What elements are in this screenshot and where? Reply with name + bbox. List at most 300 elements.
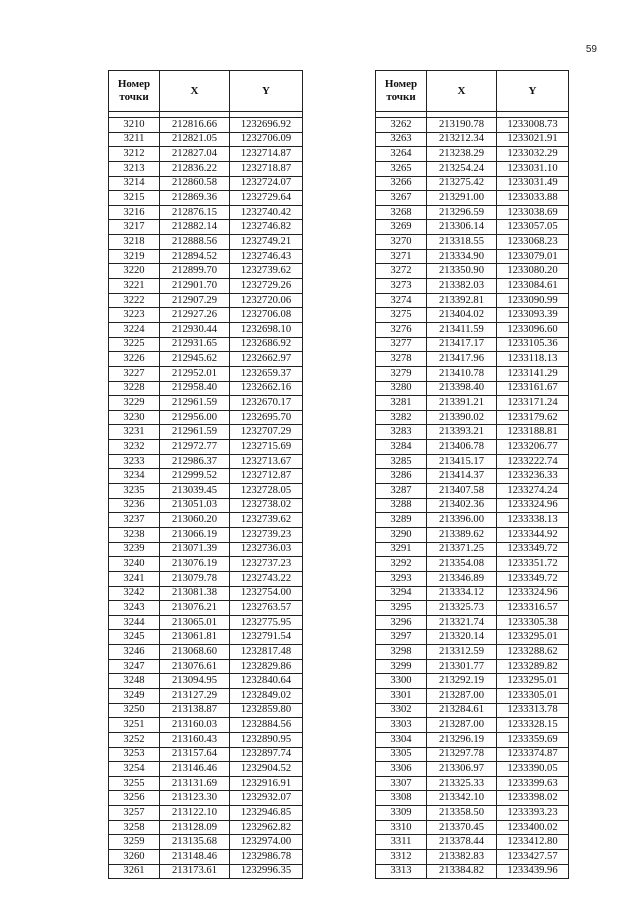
x-coordinate-cell: 213389.62: [427, 527, 497, 542]
point-header-line-2: точки: [386, 91, 416, 103]
point-number-cell: 3267: [376, 191, 427, 206]
point-number-cell: 3222: [109, 293, 160, 308]
table-row: [109, 147, 303, 162]
point-number-cell: 3287: [376, 484, 427, 499]
table-row: [109, 264, 303, 279]
y-coordinate-cell: 1232739.62: [230, 513, 303, 528]
table-row: [376, 630, 569, 645]
point-number-cell: 3219: [109, 249, 160, 264]
table-row: [376, 586, 569, 601]
y-coordinate-cell: 1233084.61: [497, 279, 569, 294]
table-row: [109, 776, 303, 791]
point-number-cell: 3282: [376, 410, 427, 425]
point-number-cell: 3289: [376, 513, 427, 528]
y-coordinate-cell: 1233349.72: [497, 542, 569, 557]
point-number-cell: 3248: [109, 674, 160, 689]
y-coordinate-cell: 1233179.62: [497, 410, 569, 425]
table-row: [109, 366, 303, 381]
x-coordinate-cell: 213190.78: [427, 118, 497, 133]
y-coordinate-cell: 1233295.01: [497, 630, 569, 645]
x-coordinate-cell: 213148.46: [160, 850, 230, 865]
table-row: [109, 322, 303, 337]
x-coordinate-cell: 213160.43: [160, 732, 230, 747]
point-number-cell: 3238: [109, 527, 160, 542]
point-number-cell: 3230: [109, 410, 160, 425]
x-coordinate-cell: 213173.61: [160, 864, 230, 879]
x-coordinate-cell: 213051.03: [160, 498, 230, 513]
x-coordinate-cell: 213392.81: [427, 293, 497, 308]
page-number: 59: [585, 44, 597, 55]
table-row: [376, 527, 569, 542]
point-number-cell: 3254: [109, 762, 160, 777]
x-coordinate-cell: 213334.90: [427, 249, 497, 264]
y-coordinate-cell: 1233096.60: [497, 322, 569, 337]
x-coordinate-cell: 213060.20: [160, 513, 230, 528]
point-number-cell: 3280: [376, 381, 427, 396]
x-coordinate-cell: 213306.14: [427, 220, 497, 235]
x-coordinate-cell: 213122.10: [160, 806, 230, 821]
point-number-cell: 3226: [109, 352, 160, 367]
x-coordinate-cell: 212899.70: [160, 264, 230, 279]
point-number-cell: 3218: [109, 235, 160, 250]
point-number-cell: 3223: [109, 308, 160, 323]
y-coordinate-cell: 1233393.23: [497, 806, 569, 821]
table-row: [376, 381, 569, 396]
table-row: [109, 557, 303, 572]
y-coordinate-cell: 1232829.86: [230, 659, 303, 674]
table-row: [109, 279, 303, 294]
table-row: [109, 747, 303, 762]
y-coordinate-cell: 1233305.01: [497, 688, 569, 703]
point-number-cell: 3286: [376, 469, 427, 484]
table-row: [376, 454, 569, 469]
x-coordinate-cell: 212930.44: [160, 322, 230, 337]
x-coordinate-cell: 213081.38: [160, 586, 230, 601]
y-coordinate-cell: 1232749.21: [230, 235, 303, 250]
point-number-header: [109, 71, 160, 112]
table-row: [376, 674, 569, 689]
point-number-cell: 3277: [376, 337, 427, 352]
point-number-cell: 3307: [376, 776, 427, 791]
y-coordinate-cell: 1232962.82: [230, 820, 303, 835]
point-number-cell: 3310: [376, 820, 427, 835]
table-row: [109, 674, 303, 689]
x-coordinate-cell: 213238.29: [427, 147, 497, 162]
table-row: [376, 688, 569, 703]
x-coordinate-cell: 213320.14: [427, 630, 497, 645]
y-coordinate-cell: 1232737.23: [230, 557, 303, 572]
point-number-cell: 3290: [376, 527, 427, 542]
x-coordinate-cell: 213039.45: [160, 484, 230, 499]
point-number-cell: 3228: [109, 381, 160, 396]
point-number-cell: 3271: [376, 249, 427, 264]
table-row: [109, 337, 303, 352]
point-number-cell: 3297: [376, 630, 427, 645]
table-row: [109, 864, 303, 879]
x-coordinate-cell: 213378.44: [427, 835, 497, 850]
table-row: [109, 703, 303, 718]
point-number-cell: 3281: [376, 396, 427, 411]
x-coordinate-cell: 212958.40: [160, 381, 230, 396]
point-number-cell: 3236: [109, 498, 160, 513]
x-coordinate-cell: 213382.83: [427, 850, 497, 865]
y-coordinate-cell: 1232859.80: [230, 703, 303, 718]
table-row: [376, 279, 569, 294]
point-number-cell: 3224: [109, 322, 160, 337]
y-coordinate-cell: 1232662.97: [230, 352, 303, 367]
point-number-cell: 3255: [109, 776, 160, 791]
y-coordinate-cell: 1233038.69: [497, 205, 569, 220]
x-coordinate-cell: 213066.19: [160, 527, 230, 542]
table-row: [109, 762, 303, 777]
table-row: [376, 249, 569, 264]
y-coordinate-cell: 1233412.80: [497, 835, 569, 850]
table-row: [376, 176, 569, 191]
x-coordinate-cell: 213127.29: [160, 688, 230, 703]
x-coordinate-cell: 213076.61: [160, 659, 230, 674]
y-coordinate-cell: 1232739.23: [230, 527, 303, 542]
y-coordinate-cell: 1233288.62: [497, 645, 569, 660]
point-number-cell: 3301: [376, 688, 427, 703]
y-coordinate-cell: 1232706.09: [230, 132, 303, 147]
point-number-cell: 3244: [109, 615, 160, 630]
table-row: [109, 220, 303, 235]
point-number-cell: 3262: [376, 118, 427, 133]
table-row: [109, 205, 303, 220]
y-coordinate-cell: 1233068.23: [497, 235, 569, 250]
table-row: [376, 484, 569, 499]
y-coordinate-cell: 1233324.96: [497, 498, 569, 513]
table-row: [109, 484, 303, 499]
x-coordinate-cell: 213135.68: [160, 835, 230, 850]
x-coordinate-cell: 213415.17: [427, 454, 497, 469]
table-row: [376, 571, 569, 586]
point-number-cell: 3235: [109, 484, 160, 499]
y-coordinate-cell: 1232713.67: [230, 454, 303, 469]
table-row: [376, 469, 569, 484]
table-row: [376, 820, 569, 835]
table-row: [376, 337, 569, 352]
point-number-cell: 3292: [376, 557, 427, 572]
point-number-cell: 3288: [376, 498, 427, 513]
table-row: [376, 308, 569, 323]
table-row: [376, 132, 569, 147]
y-coordinate-cell: 1232670.17: [230, 396, 303, 411]
y-coordinate-cell: 1233031.49: [497, 176, 569, 191]
point-number-cell: 3302: [376, 703, 427, 718]
table-row: [376, 601, 569, 616]
table-row: [109, 645, 303, 660]
x-coordinate-cell: 213291.00: [427, 191, 497, 206]
y-coordinate-cell: 1232659.37: [230, 366, 303, 381]
y-coordinate-cell: 1232715.69: [230, 440, 303, 455]
table-row: [109, 191, 303, 206]
x-coordinate-cell: 212821.05: [160, 132, 230, 147]
table-row: [109, 835, 303, 850]
table-row: [376, 732, 569, 747]
x-coordinate-cell: 213068.60: [160, 645, 230, 660]
y-coordinate-cell: 1232738.02: [230, 498, 303, 513]
y-coordinate-cell: 1232686.92: [230, 337, 303, 352]
y-coordinate-cell: 1232974.00: [230, 835, 303, 850]
y-coordinate-cell: 1233274.24: [497, 484, 569, 499]
x-coordinate-cell: 213306.97: [427, 762, 497, 777]
table-row: [376, 293, 569, 308]
table-row: [109, 440, 303, 455]
point-number-cell: 3279: [376, 366, 427, 381]
y-coordinate-cell: 1233031.10: [497, 161, 569, 176]
table-row: [109, 498, 303, 513]
table-row: [109, 249, 303, 264]
x-coordinate-cell: 213404.02: [427, 308, 497, 323]
y-coordinate-cell: 1232728.05: [230, 484, 303, 499]
x-coordinate-cell: 213287.00: [427, 718, 497, 733]
y-coordinate-cell: 1233399.63: [497, 776, 569, 791]
x-coordinate-cell: 213071.39: [160, 542, 230, 557]
x-coordinate-cell: 213358.50: [427, 806, 497, 821]
table-row: [109, 454, 303, 469]
x-coordinate-cell: 213312.59: [427, 645, 497, 660]
table-row: [109, 542, 303, 557]
table-row: [109, 527, 303, 542]
point-number-cell: 3257: [109, 806, 160, 821]
x-coordinate-cell: 213061.81: [160, 630, 230, 645]
x-coordinate-cell: 213391.21: [427, 396, 497, 411]
point-number-cell: 3295: [376, 601, 427, 616]
x-coordinate-cell: 213254.24: [427, 161, 497, 176]
y-coordinate-cell: 1233032.29: [497, 147, 569, 162]
coordinates-table-right-body: [376, 118, 569, 879]
y-coordinate-cell: 1232696.92: [230, 118, 303, 133]
x-coordinate-cell: 213123.30: [160, 791, 230, 806]
y-coordinate-cell: 1232707.29: [230, 425, 303, 440]
point-number-cell: 3305: [376, 747, 427, 762]
y-coordinate-cell: 1232743.22: [230, 571, 303, 586]
y-coordinate-cell: 1233289.82: [497, 659, 569, 674]
x-header: X: [160, 71, 230, 112]
x-coordinate-cell: 213350.90: [427, 264, 497, 279]
x-coordinate-cell: 213212.34: [427, 132, 497, 147]
x-coordinate-cell: 213296.59: [427, 205, 497, 220]
y-coordinate-cell: 1232662.16: [230, 381, 303, 396]
point-number-cell: 3259: [109, 835, 160, 850]
point-number-cell: 3256: [109, 791, 160, 806]
y-coordinate-cell: 1232739.62: [230, 264, 303, 279]
x-coordinate-cell: 212888.56: [160, 235, 230, 250]
point-number-cell: 3299: [376, 659, 427, 674]
y-coordinate-cell: 1233390.05: [497, 762, 569, 777]
table-row: [109, 806, 303, 821]
y-coordinate-cell: 1232754.00: [230, 586, 303, 601]
table-row: [109, 293, 303, 308]
x-coordinate-cell: 213411.59: [427, 322, 497, 337]
x-coordinate-cell: 212952.01: [160, 366, 230, 381]
y-coordinate-cell: 1233236.33: [497, 469, 569, 484]
x-coordinate-cell: 212945.62: [160, 352, 230, 367]
point-number-cell: 3243: [109, 601, 160, 616]
point-number-cell: 3216: [109, 205, 160, 220]
point-number-cell: 3246: [109, 645, 160, 660]
y-coordinate-cell: 1232817.48: [230, 645, 303, 660]
y-coordinate-cell: 1233079.01: [497, 249, 569, 264]
point-number-cell: 3221: [109, 279, 160, 294]
x-coordinate-cell: 212876.15: [160, 205, 230, 220]
table-row: [109, 586, 303, 601]
y-coordinate-cell: 1232791.54: [230, 630, 303, 645]
y-coordinate-cell: 1233313.78: [497, 703, 569, 718]
y-coordinate-cell: 1232904.52: [230, 762, 303, 777]
point-number-cell: 3215: [109, 191, 160, 206]
table-row: [109, 132, 303, 147]
y-coordinate-cell: 1233349.72: [497, 571, 569, 586]
point-header-line-1: Номер: [117, 78, 151, 90]
y-coordinate-cell: 1232996.35: [230, 864, 303, 879]
table-row: [376, 615, 569, 630]
point-number-cell: 3273: [376, 279, 427, 294]
x-coordinate-cell: 213410.78: [427, 366, 497, 381]
point-number-cell: 3250: [109, 703, 160, 718]
table-row: [109, 820, 303, 835]
point-number-cell: 3231: [109, 425, 160, 440]
x-coordinate-cell: 213393.21: [427, 425, 497, 440]
x-coordinate-cell: 213076.21: [160, 601, 230, 616]
point-number-cell: 3211: [109, 132, 160, 147]
table-row: [109, 176, 303, 191]
x-coordinate-cell: 213138.87: [160, 703, 230, 718]
x-coordinate-cell: 213414.37: [427, 469, 497, 484]
point-number-cell: 3258: [109, 820, 160, 835]
y-coordinate-cell: 1233351.72: [497, 557, 569, 572]
point-number-cell: 3213: [109, 161, 160, 176]
x-coordinate-cell: 213146.46: [160, 762, 230, 777]
y-coordinate-cell: 1232736.03: [230, 542, 303, 557]
x-coordinate-cell: 213370.45: [427, 820, 497, 835]
x-coordinate-cell: 213346.89: [427, 571, 497, 586]
y-coordinate-cell: 1233206.77: [497, 440, 569, 455]
y-coordinate-cell: 1233080.20: [497, 264, 569, 279]
point-number-cell: 3242: [109, 586, 160, 601]
coordinates-table-left-body: [109, 118, 303, 879]
table-row: [109, 425, 303, 440]
table-row: [109, 688, 303, 703]
table-row: [109, 791, 303, 806]
y-coordinate-cell: 1232897.74: [230, 747, 303, 762]
table-row: [109, 410, 303, 425]
point-number-cell: 3311: [376, 835, 427, 850]
table-row: [109, 118, 303, 133]
x-coordinate-cell: 212907.29: [160, 293, 230, 308]
table-row: [109, 352, 303, 367]
x-coordinate-cell: 213396.00: [427, 513, 497, 528]
y-coordinate-cell: 1232712.87: [230, 469, 303, 484]
point-number-cell: 3266: [376, 176, 427, 191]
y-coordinate-cell: 1233118.13: [497, 352, 569, 367]
x-coordinate-cell: 213160.03: [160, 718, 230, 733]
point-number-cell: 3237: [109, 513, 160, 528]
y-coordinate-cell: 1232986.78: [230, 850, 303, 865]
point-number-cell: 3252: [109, 732, 160, 747]
point-number-cell: 3249: [109, 688, 160, 703]
point-number-cell: 3270: [376, 235, 427, 250]
point-number-cell: 3261: [109, 864, 160, 879]
y-header: Y: [230, 71, 303, 112]
table-header-row: [109, 71, 303, 112]
table-row: [376, 220, 569, 235]
point-number-cell: 3225: [109, 337, 160, 352]
x-coordinate-cell: 212882.14: [160, 220, 230, 235]
table-row: [376, 498, 569, 513]
point-number-cell: 3291: [376, 542, 427, 557]
x-coordinate-cell: 213094.95: [160, 674, 230, 689]
table-row: [109, 469, 303, 484]
x-coordinate-cell: 213076.19: [160, 557, 230, 572]
x-coordinate-cell: 212816.66: [160, 118, 230, 133]
point-number-cell: 3283: [376, 425, 427, 440]
table-row: [376, 322, 569, 337]
point-number-cell: 3263: [376, 132, 427, 147]
y-coordinate-cell: 1232916.91: [230, 776, 303, 791]
point-number-cell: 3304: [376, 732, 427, 747]
x-coordinate-cell: 213287.00: [427, 688, 497, 703]
y-coordinate-cell: 1233328.15: [497, 718, 569, 733]
point-number-cell: 3285: [376, 454, 427, 469]
point-number-cell: 3308: [376, 791, 427, 806]
table-row: [109, 161, 303, 176]
point-number-cell: 3313: [376, 864, 427, 879]
y-coordinate-cell: 1233171.24: [497, 396, 569, 411]
table-row: [376, 191, 569, 206]
x-coordinate-cell: 213297.78: [427, 747, 497, 762]
point-number-cell: 3260: [109, 850, 160, 865]
point-number-cell: 3306: [376, 762, 427, 777]
y-coordinate-cell: 1232763.57: [230, 601, 303, 616]
x-coordinate-cell: 212956.00: [160, 410, 230, 425]
table-row: [109, 571, 303, 586]
table-row: [376, 557, 569, 572]
table-row: [376, 791, 569, 806]
table-row: [376, 205, 569, 220]
y-coordinate-cell: 1233008.73: [497, 118, 569, 133]
point-number-cell: 3303: [376, 718, 427, 733]
point-number-cell: 3245: [109, 630, 160, 645]
x-coordinate-cell: 213325.33: [427, 776, 497, 791]
coordinates-table-left: [108, 70, 303, 879]
x-coordinate-cell: 212927.26: [160, 308, 230, 323]
table-row: [376, 161, 569, 176]
table-row: [109, 601, 303, 616]
x-coordinate-cell: 213296.19: [427, 732, 497, 747]
x-coordinate-cell: 213065.01: [160, 615, 230, 630]
point-number-cell: 3300: [376, 674, 427, 689]
point-number-cell: 3239: [109, 542, 160, 557]
point-number-cell: 3296: [376, 615, 427, 630]
point-number-cell: 3275: [376, 308, 427, 323]
x-coordinate-cell: 212860.58: [160, 176, 230, 191]
y-coordinate-cell: 1233400.02: [497, 820, 569, 835]
y-coordinate-cell: 1232698.10: [230, 322, 303, 337]
y-coordinate-cell: 1233344.92: [497, 527, 569, 542]
table-row: [376, 410, 569, 425]
x-coordinate-cell: 212901.70: [160, 279, 230, 294]
table-row: [376, 396, 569, 411]
y-coordinate-cell: 1233021.91: [497, 132, 569, 147]
y-coordinate-cell: 1232840.64: [230, 674, 303, 689]
table-row: [376, 352, 569, 367]
point-number-cell: 3268: [376, 205, 427, 220]
table-row: [109, 850, 303, 865]
table-row: [376, 147, 569, 162]
y-coordinate-cell: 1232946.85: [230, 806, 303, 821]
